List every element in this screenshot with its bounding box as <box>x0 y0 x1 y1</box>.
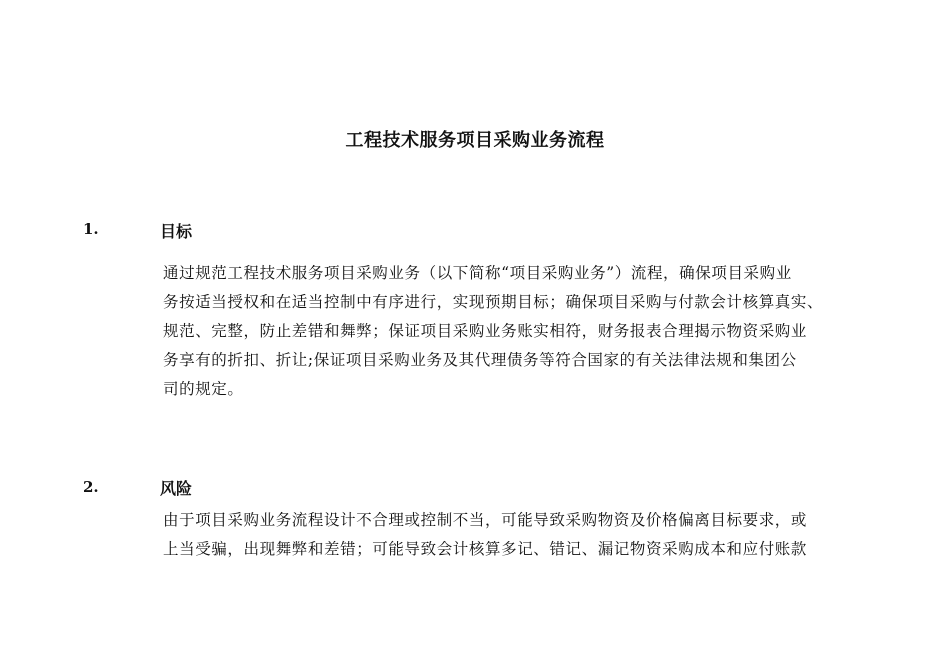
section-2-paragraph <box>163 506 903 564</box>
paragraph-line: 由于项目采购业务流程设计不合理或控制不当，可能导致采购物资及价格偏离目标要求，或 <box>163 511 808 529</box>
section-2-heading: 风险 <box>160 479 193 498</box>
section-1-paragraph <box>163 259 903 404</box>
section-1-heading: 目标 <box>160 222 193 241</box>
paragraph-line: 上当受骗，出现舞弊和差错；可能导致会计核算多记、错记、漏记物资采购成本和应付账款 <box>163 540 808 558</box>
paragraph-line: 规范、完整，防止差错和舞弊；保证项目采购业务账实相符，财务报表合理揭示物资采购业 <box>163 322 808 340</box>
section-2-number: 2. <box>83 478 99 496</box>
section-1-number: 1. <box>83 220 99 238</box>
paragraph-line: 务按适当授权和在适当控制中有序进行，实现预期目标；确保项目采购与付款会计核算真实、 <box>163 293 824 311</box>
paragraph-line: 务享有的折扣、折让;保证项目采购业务及其代理债务等符合国家的有关法律法规和集团公 <box>163 351 797 369</box>
document-title: 工程技术服务项目采购业务流程 <box>345 130 605 151</box>
paragraph-line: 通过规范工程技术服务项目采购业务（以下简称“项目采购业务”）流程，确保项目采购业 <box>163 264 792 282</box>
paragraph-line: 司的规定。 <box>163 380 244 398</box>
